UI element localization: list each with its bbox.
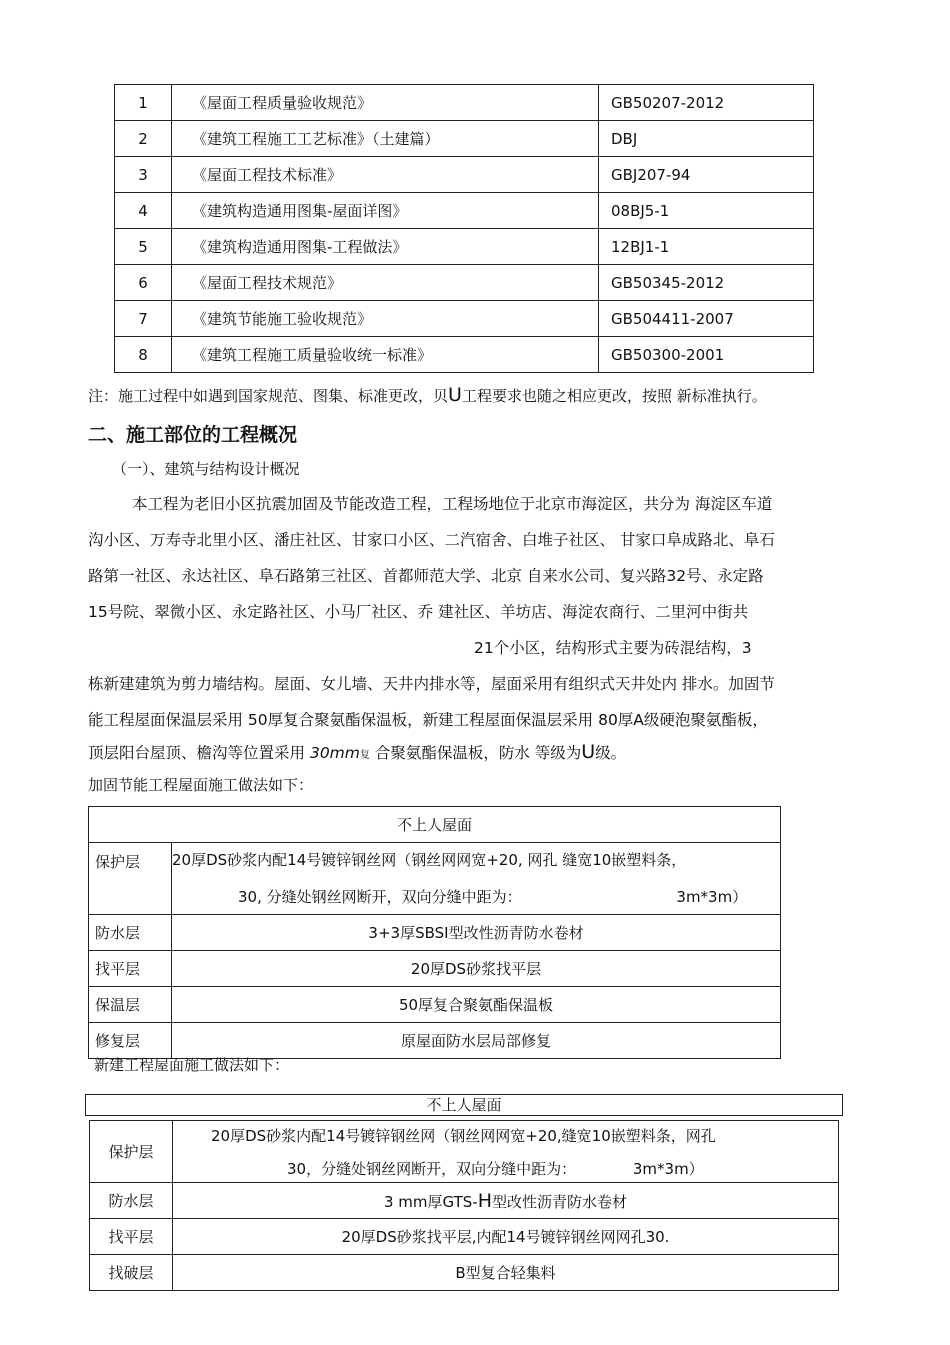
p8b: 30mm xyxy=(309,744,360,762)
standards-code: GBJ207-94 xyxy=(599,157,814,193)
standards-row xyxy=(115,229,814,265)
method2-intro: 新建工程屋面施工做法如下： xyxy=(94,1056,290,1074)
standards-code: GB50300-2001 xyxy=(599,337,814,373)
standards-no: 5 xyxy=(115,229,172,265)
t1-cell-1: 3+3厚SBSI型改性沥青防水卷材 xyxy=(172,915,781,951)
method1-intro: 加固节能工程屋面施工做法如下： xyxy=(88,776,314,794)
standards-name: 《建筑构造通用图集-屋面详图》 xyxy=(172,193,599,229)
paragraph-line-4: 15号院、翠微小区、永定路社区、小马厂社区、乔 建社区、羊坊店、海淀农商行、二里河中街共 xyxy=(88,603,749,621)
standards-name: 《建筑构造通用图集-工程做法》 xyxy=(172,229,599,265)
t2-r0-line2a: 30，分缝处钢丝网断开，双向分缝中距为： xyxy=(287,1159,577,1178)
paragraph-line-2: 沟小区、万寿寺北里小区、潘庄社区、甘家口小区、二汽宿舍、白堆子社区、 甘家口阜成路北、阜石 xyxy=(88,531,775,549)
standards-table xyxy=(114,84,814,373)
standards-name: 《屋面工程技术规范》 xyxy=(172,265,599,301)
t1-label-0: 保护层 xyxy=(89,843,172,915)
p8f: 级。 xyxy=(595,744,627,762)
t1-cell-3: 50厚复合聚氨酯保温板 xyxy=(172,987,781,1023)
t2-r1-c: 型改性沥青防水卷材 xyxy=(492,1192,628,1211)
t1-label-4: 修复层 xyxy=(89,1023,172,1059)
standards-code: GB504411-2007 xyxy=(599,301,814,337)
t1-r0-line2a: 30, 分缝处钢丝网断开，双向分缝中距为： xyxy=(238,888,522,906)
p8c: 复 xyxy=(359,750,370,761)
p8d: 合聚氨酯保温板，防水 等级为 xyxy=(374,744,582,762)
paragraph-line-8 xyxy=(88,734,848,774)
t2-r0-line1: 20厚DS砂浆内配14号镀锌钢丝网（钢丝网网宽+20,缝宽10嵌塑料条，网孔 xyxy=(211,1126,716,1145)
t2-r0-line2 xyxy=(173,1146,838,1179)
standards-row xyxy=(115,85,814,121)
standards-code: 08BJ5-1 xyxy=(599,193,814,229)
standards-code: DBJ xyxy=(599,121,814,157)
note-u: U xyxy=(448,384,462,406)
standards-row xyxy=(115,301,814,337)
standards-no: 1 xyxy=(115,85,172,121)
paragraph-line-7: 能工程屋面保温层采用 50厚复合聚氨酯保温板，新建工程屋面保温层采用 80厚A级硬泡聚氨酯板， xyxy=(88,711,768,729)
t2-label-2: 找平层 xyxy=(90,1219,173,1255)
t2-label-0: 保护层 xyxy=(90,1121,173,1183)
standards-row xyxy=(115,157,814,193)
t1-cell-2: 20厚DS砂浆找平层 xyxy=(172,951,781,987)
standards-name: 《屋面工程质量验收规范》 xyxy=(172,85,599,121)
t2-cell-1 xyxy=(173,1183,839,1219)
p8a: 顶层阳台屋顶、檐沟等位置采用 xyxy=(88,744,306,762)
standards-name: 《建筑工程施工质量验收统一标准》 xyxy=(172,337,599,373)
t1-r0-line1: 20厚DS砂浆内配14号镀锌钢丝网（钢丝网网宽+20, 网孔 缝宽10嵌塑料条， xyxy=(172,851,687,869)
standards-name: 《建筑工程施工工艺标准》（土建篇） xyxy=(172,121,599,157)
t1-label-3: 保温层 xyxy=(89,987,172,1023)
t2-caption: 不上人屋面 xyxy=(85,1094,843,1116)
subsection-title: （一）、建筑与结构设计概况 xyxy=(112,460,300,478)
t2-label-1: 防水层 xyxy=(90,1183,173,1219)
standards-code: GB50345-2012 xyxy=(599,265,814,301)
standards-no: 7 xyxy=(115,301,172,337)
paragraph-line-5: 21个小区，结构形式主要为砖混结构，3 xyxy=(474,639,752,657)
standards-row xyxy=(115,193,814,229)
t2-cell-2: 20厚DS砂浆找平层,内配14号镀锌钢丝网网孔30. xyxy=(173,1219,839,1255)
t1-label-1: 防水层 xyxy=(89,915,172,951)
standards-row xyxy=(115,265,814,301)
t2-r1-a: 3 mm厚GTS- xyxy=(383,1192,478,1211)
t1-label-2: 找平层 xyxy=(89,951,172,987)
standards-no: 2 xyxy=(115,121,172,157)
standards-name: 《建筑节能施工验收规范》 xyxy=(172,301,599,337)
t2-label-3: 找破层 xyxy=(90,1255,173,1291)
standards-no: 6 xyxy=(115,265,172,301)
t2-cell-0 xyxy=(173,1121,839,1183)
standards-name: 《屋面工程技术标准》 xyxy=(172,157,599,193)
t1-cell-4: 原屋面防水层局部修复 xyxy=(172,1023,781,1059)
standards-no: 4 xyxy=(115,193,172,229)
paragraph-line-6: 栋新建建筑为剪力墙结构。屋面、女儿墙、天井内排水等，屋面采用有组织式天井处内 排水。加固节 xyxy=(88,675,775,693)
t2-r1-b: H xyxy=(477,1189,492,1212)
t1-caption: 不上人屋面 xyxy=(89,807,781,843)
roof-method-table-2 xyxy=(89,1120,839,1291)
standards-row xyxy=(115,337,814,373)
standards-code: 12BJ1-1 xyxy=(599,229,814,265)
standards-no: 8 xyxy=(115,337,172,373)
t2-cell-3: B型复合轻集料 xyxy=(173,1255,839,1291)
standards-no: 3 xyxy=(115,157,172,193)
note-post: 工程要求也随之相应更改，按照 新标准执行。 xyxy=(461,387,767,405)
roof-method-table-1 xyxy=(88,806,781,1059)
paragraph-line-3: 路第一社区、永达社区、阜石路第三社区、首都师范大学、北京 自来水公司、复兴路32号、永定路 xyxy=(88,567,764,585)
note-pre: 注：施工过程中如遇到国家规范、图集、标准更改，贝 xyxy=(88,387,449,405)
t1-cell-0 xyxy=(172,843,781,915)
section-title: 二、施工部位的工程概况 xyxy=(88,424,298,446)
t1-r0-line2b: 3m*3m） xyxy=(676,888,748,906)
standards-code: GB50207-2012 xyxy=(599,85,814,121)
paragraph-line-1: 本工程为老旧小区抗震加固及节能改造工程，工程场地位于北京市海淀区，共分为 海淀区车道 xyxy=(132,495,773,513)
p8e: U xyxy=(581,741,596,763)
note-text xyxy=(88,384,767,406)
t1-r0-line2 xyxy=(172,870,780,911)
standards-row xyxy=(115,121,814,157)
t2-r0-line2b: 3m*3m） xyxy=(632,1159,704,1178)
